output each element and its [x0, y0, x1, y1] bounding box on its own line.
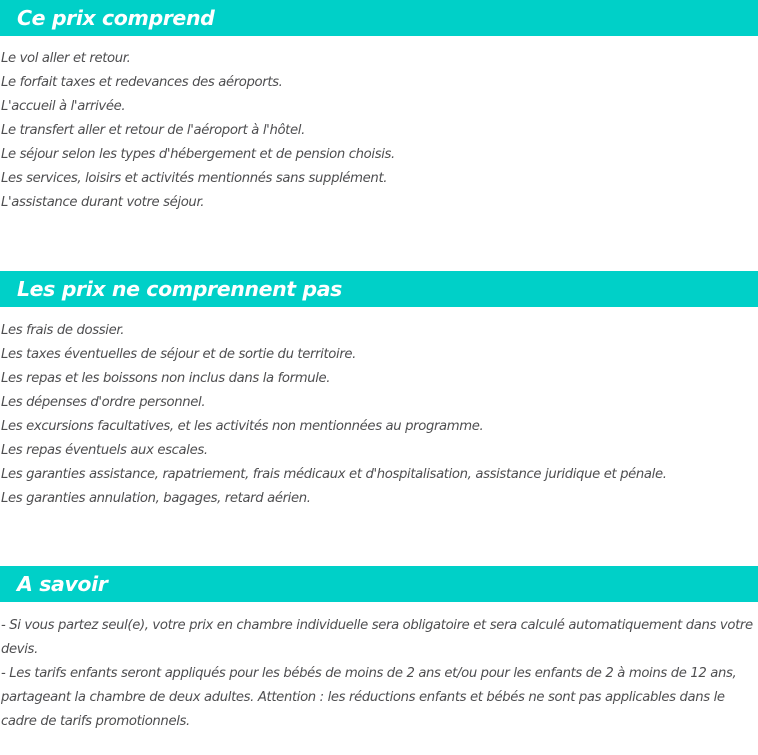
section-header-les-prix-ne-comprennent-pas — [0, 271, 758, 307]
header-body-gap — [0, 36, 758, 47]
list-item: Le séjour selon les types d'hébergement et de pension choisis. — [1, 147, 395, 162]
list-item: Les repas et les boissons non inclus dans la formule. — [1, 371, 331, 386]
list-item: Le transfert aller et retour de l'aéroport à l'hôtel. — [1, 123, 305, 138]
list-item: Le vol aller et retour. — [1, 51, 131, 66]
list-item: Les repas éventuels aux escales. — [1, 443, 208, 458]
section-title: A savoir — [17, 571, 108, 596]
paragraph: - Les tarifs enfants seront appliqués pour les bébés de moins de 2 ans et/ou pour les enfants de 2 à moins de 12 ans, partageant la chambre de deux adultes. Attention : les réductions enfants et bébés ne sont pas applicables dans le cadre de tarifs promotionnels. — [1, 666, 737, 729]
list-item: Les garanties annulation, bagages, retard aérien. — [1, 491, 311, 506]
paragraph: - Si vous partez seul(e), votre prix en chambre individuelle sera obligatoire et sera calculé automatiquement dans votre devis. — [1, 618, 753, 657]
list-item: Les dépenses d'ordre personnel. — [1, 395, 206, 410]
list-item: Les garanties assistance, rapatriement, frais médicaux et d'hospitalisation, assistance juridique et pénale. — [1, 467, 667, 482]
section-les-prix-ne-comprennent-pas — [0, 271, 758, 511]
list-item: L'assistance durant votre séjour. — [1, 195, 205, 210]
section-title: Ce prix comprend — [17, 5, 215, 30]
section-spacer — [0, 215, 758, 271]
list-item: Les excursions facultatives, et les activités non mentionnées au programme. — [1, 419, 484, 434]
section-body-les-prix-ne-comprennent-pas — [0, 319, 758, 511]
section-header-ce-prix-comprend — [0, 0, 758, 36]
section-title: Les prix ne comprennent pas — [17, 276, 342, 301]
section-spacer — [0, 511, 758, 566]
header-body-gap — [0, 307, 758, 319]
section-body-a-savoir — [0, 614, 758, 734]
header-body-gap — [0, 602, 758, 614]
list-item: Les taxes éventuelles de séjour et de sortie du territoire. — [1, 347, 357, 362]
section-a-savoir — [0, 566, 758, 734]
list-item: Les services, loisirs et activités mentionnés sans supplément. — [1, 171, 388, 186]
list-item: L'accueil à l'arrivée. — [1, 99, 126, 114]
list-item: Les frais de dossier. — [1, 323, 125, 338]
section-header-a-savoir — [0, 566, 758, 602]
list-item: Le forfait taxes et redevances des aéroports. — [1, 75, 283, 90]
section-ce-prix-comprend — [0, 0, 758, 215]
section-body-ce-prix-comprend — [0, 47, 758, 215]
